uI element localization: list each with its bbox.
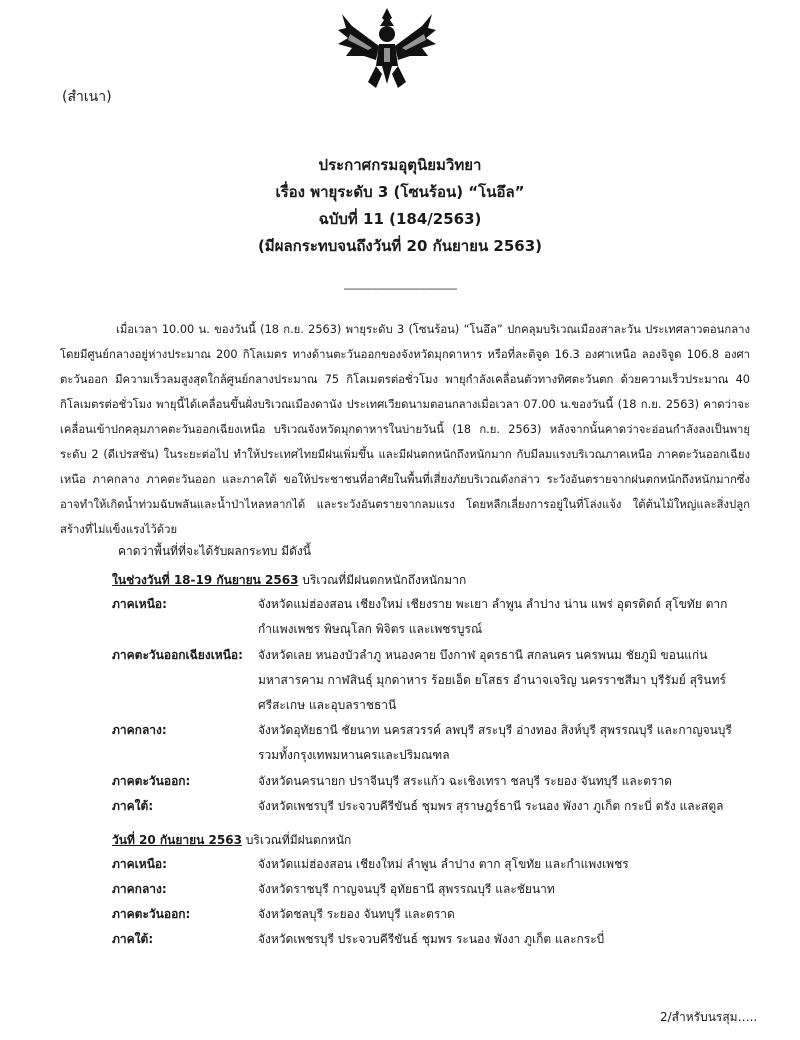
header-effective-date: (มีผลกระทบจนถึงวันที่ 20 กันยายน 2563) (257, 237, 543, 255)
section2-title (112, 831, 351, 850)
region-label: ภาคใต้: (112, 799, 154, 813)
region-label: ภาคตะวันออก: (112, 774, 191, 788)
section1-title (112, 571, 466, 590)
province-line: จังหวัดเลย หนองบัวลำภู หนองคาย บึงกาฬ อุดรธานี สกลนคร นครพนม ชัยภูมิ ขอนแก่น (258, 648, 708, 662)
province-line: จังหวัดนครนายก ปราจีนบุรี สระแก้ว ฉะเชิงเทรา ชลบุรี ระยอง จันทบุรี และตราด (258, 774, 672, 788)
header-agency: ประกาศกรมอุตุนิยมวิทยา (318, 156, 482, 174)
province-line: ศรีสะเกษ และอุบลราชธานี (258, 698, 397, 712)
region-provinces (258, 927, 758, 952)
province-line: จังหวัดชลบุรี ระยอง จันทบุรี และตราด (258, 907, 455, 921)
region-provinces (258, 769, 758, 794)
region-provinces (258, 643, 758, 718)
province-line: จังหวัดแม่ฮ่องสอน เชียงใหม่ เชียงราย พะเยา ลำพูน ลำปาง น่าน แพร่ อุตรดิตถ์ สุโขทัย ตาก (258, 597, 728, 611)
province-line: รวมทั้งกรุงเทพมหานครและปริมณฑล (258, 748, 450, 762)
province-line: จังหวัดเพชรบุรี ประจวบคีรีขันธ์ ชุมพร สุราษฎร์ธานี ระนอง พังงา ภูเก็ต กระบี่ ตรัง และสตูล (258, 799, 724, 813)
section1-date: ในช่วงวันที่ 18-19 กันยายน 2563 (112, 573, 299, 587)
region-provinces (258, 794, 758, 819)
page-continuation-note: 2/สำหรับนรสุม….. (660, 1010, 758, 1024)
region-provinces (258, 592, 758, 642)
region-label: ภาคกลาง: (112, 723, 167, 737)
province-line: จังหวัดราชบุรี กาญจนบุรี อุทัยธานี สุพรรณบุรี และชัยนาท (258, 882, 555, 896)
region-provinces (258, 877, 758, 902)
affected-areas-intro: คาดว่าพื้นที่ที่จะได้รับผลกระทบ มีดังนี้ (118, 544, 311, 558)
region-provinces (258, 718, 758, 768)
region-label: ภาคตะวันออก: (112, 907, 191, 921)
divider: -------------------------------------- (343, 282, 457, 295)
region-label: ภาคเหนือ: (112, 597, 167, 611)
garuda-emblem-icon (332, 4, 442, 92)
region-label: ภาคกลาง: (112, 882, 167, 896)
province-line: จังหวัดแม่ฮ่องสอน เชียงใหม่ ลำพูน ลำปาง ตาก สุโขทัย และกำแพงเพชร (258, 857, 629, 871)
section1-desc: บริเวณที่มีฝนตกหนักถึงหนักมาก (298, 573, 467, 587)
section2-date: วันที่ 20 กันยายน 2563 (112, 833, 242, 847)
header-issue-number: ฉบับที่ 11 (184/2563) (318, 210, 482, 228)
region-provinces (258, 852, 758, 877)
header-subject: เรื่อง พายุระดับ 3 (โซนร้อน) “โนอึล” (275, 183, 525, 201)
province-line: จังหวัดเพชรบุรี ประจวบคีรีขันธ์ ชุมพร ระนอง พังงา ภูเก็ต และกระบี่ (258, 932, 605, 946)
region-label: ภาคใต้: (112, 932, 154, 946)
province-line: มหาสารคาม กาฬสินธุ์ มุกดาหาร ร้อยเอ็ด ยโสธร อำนาจเจริญ นครราชสีมา บุรีรัมย์ สุรินทร์ (258, 673, 726, 687)
region-label: ภาคตะวันออกเฉียงเหนือ: (112, 648, 243, 662)
main-paragraph (60, 317, 750, 542)
copy-tag: (สำเนา) (62, 89, 112, 105)
announcement-header (0, 152, 800, 260)
region-label: ภาคเหนือ: (112, 857, 167, 871)
section2-desc: บริเวณที่มีฝนตกหนัก (241, 833, 352, 847)
paragraph-text: เมื่อเวลา 10.00 น. ของวันนี้ (18 ก.ย. 2563) พายุระดับ 3 (โซนร้อน) “โนอึล” ปกคลุมบริเวณเมืองสาละวัน ประเทศลาวตอนกลาง โดยมีศูนย์กลางอยู่ห่างประมาณ 200 กิโลเมตร ทางด้านตะวันออกของจังหวัดมุกดาหาร หรือที่ละติจูด 16.3 องศาเหนือ ลองจิจูด 106.8 องศาตะวันออก มีความเร็วลมสูงสุดใกล้ศูนย์กลางประมาณ 75 กิโลเมตรต่อชั่วโมง พายุกำลังเคลื่อนตัวทางทิศตะวันตก ด้วยความเร็วประมาณ 40 กิโลเมตรต่อชั่วโมง พายุนี้ได้เคลื่อนขึ้นฝั่งบริเวณเมืองดานัง ประเทศเวียดนามตอนกลางเมื่อเวลา 07.00 น.ของวันนี้ (18 ก.ย. 2563) คาดว่าจะเคลื่อนเข้าปกคลุมภาคตะวันออกเฉียงเหนือ บริเวณจังหวัดมุกดาหารในบ่ายวันนี้ (18 ก.ย. 2563) หลังจากนั้นคาดว่าจะอ่อนกำลังลงเป็นพายุระดับ 2 (ดีเปรสชัน) ในระยะต่อไป ทำให้ประเทศไทยมีฝนเพิ่มขึ้น และมีฝนตกหนักถึงหนักมาก กับมีลมแรงบริเวณภาคเหนือ ภาคตะวันออกเฉียงเหนือ ภาคกลาง ภาคตะวันออก และภาคใต้ ขอให้ประชาชนที่อาศัยในพื้นที่เสี่ยงภัยบริเวณดังกล่าว ระวังอันตรายจากฝนตกหนักถึงหนักมากซึ่งอาจทำให้เกิดน้ำท่วมฉับพลันและน้ำป่าไหลหลากได้ และระวังอันตรายจากลมแรง โดยหลีกเลี่ยงการอยู่ในที่โล่งแจ้ง ใต้ต้นไม้ใหญ่และสิ่งปลูกสร้างที่ไม่แข็งแรงไว้ด้วย (60, 323, 750, 536)
region-provinces (258, 902, 758, 927)
province-line: จังหวัดอุทัยธานี ชัยนาท นครสวรรค์ ลพบุรี สระบุรี อ่างทอง สิงห์บุรี สุพรรณบุรี และกาญจนบุรี (258, 723, 732, 737)
province-line: กำแพงเพชร พิษณุโลก พิจิตร และเพชรบูรณ์ (258, 622, 483, 636)
